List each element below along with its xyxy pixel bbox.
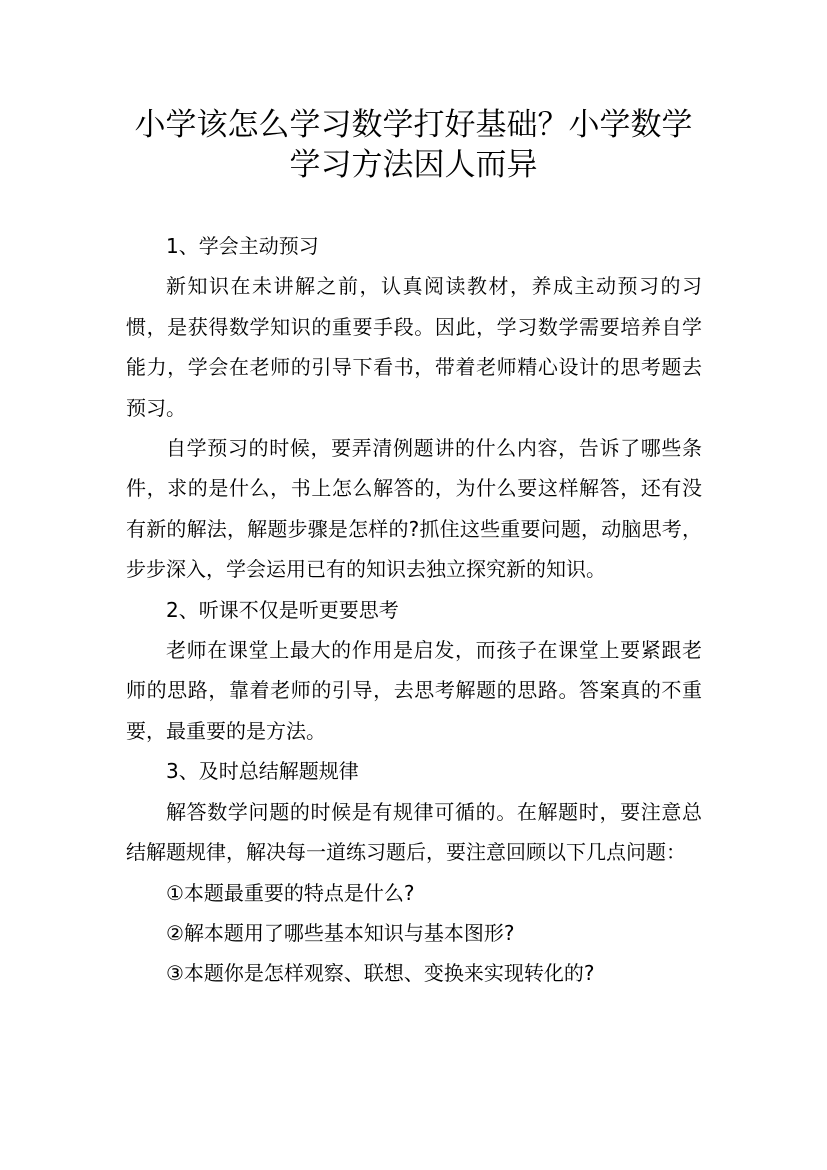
list-item: ②解本题用了哪些基本知识与基本图形?	[166, 920, 515, 945]
document-title-line-1: 小学该怎么学习数学打好基础？小学数学	[134, 107, 693, 143]
section-heading-2: 2、听课不仅是听更要思考	[166, 597, 399, 622]
section-heading-3: 3、及时总结解题规律	[166, 759, 359, 784]
section-heading-1: 1、学会主动预习	[166, 234, 319, 258]
list-item: ③本题你是怎样观察、联想、变换来实现转化的?	[166, 961, 595, 986]
paragraph: 新知识在未讲解之前，认真阅读教材，养成主动预习的习惯，是获得数学知识的重要手段。因此，学习数学需要培养自学能力，学会在老师的引导下看书，带着老师精心设计的思考题去预习。	[126, 274, 702, 420]
document-title-line-2: 学习方法因人而异	[289, 147, 538, 183]
document-body	[126, 226, 702, 994]
paragraph: 解答数学问题的时候是有规律可循的。在解题时，要注意总结解题规律，解决每一道练习题后，要注意回顾以下几点问题：	[126, 799, 702, 865]
list-item: ①本题最重要的特点是什么?	[166, 880, 415, 905]
paragraph: 自学预习的时候，要弄清例题讲的什么内容，告诉了哪些条件，求的是什么，书上怎么解答的，为什么要这样解答，还有没有新的解法，解题步骤是怎样的?抓住这些重要问题，动脑思考，步步深入，学会运用已有的知识去独立探究新的知识。	[126, 436, 702, 582]
paragraph: 老师在课堂上最大的作用是启发，而孩子在课堂上要紧跟老师的思路，靠着老师的引导，去思考解题的思路。答案真的不重要，最重要的是方法。	[126, 638, 702, 743]
